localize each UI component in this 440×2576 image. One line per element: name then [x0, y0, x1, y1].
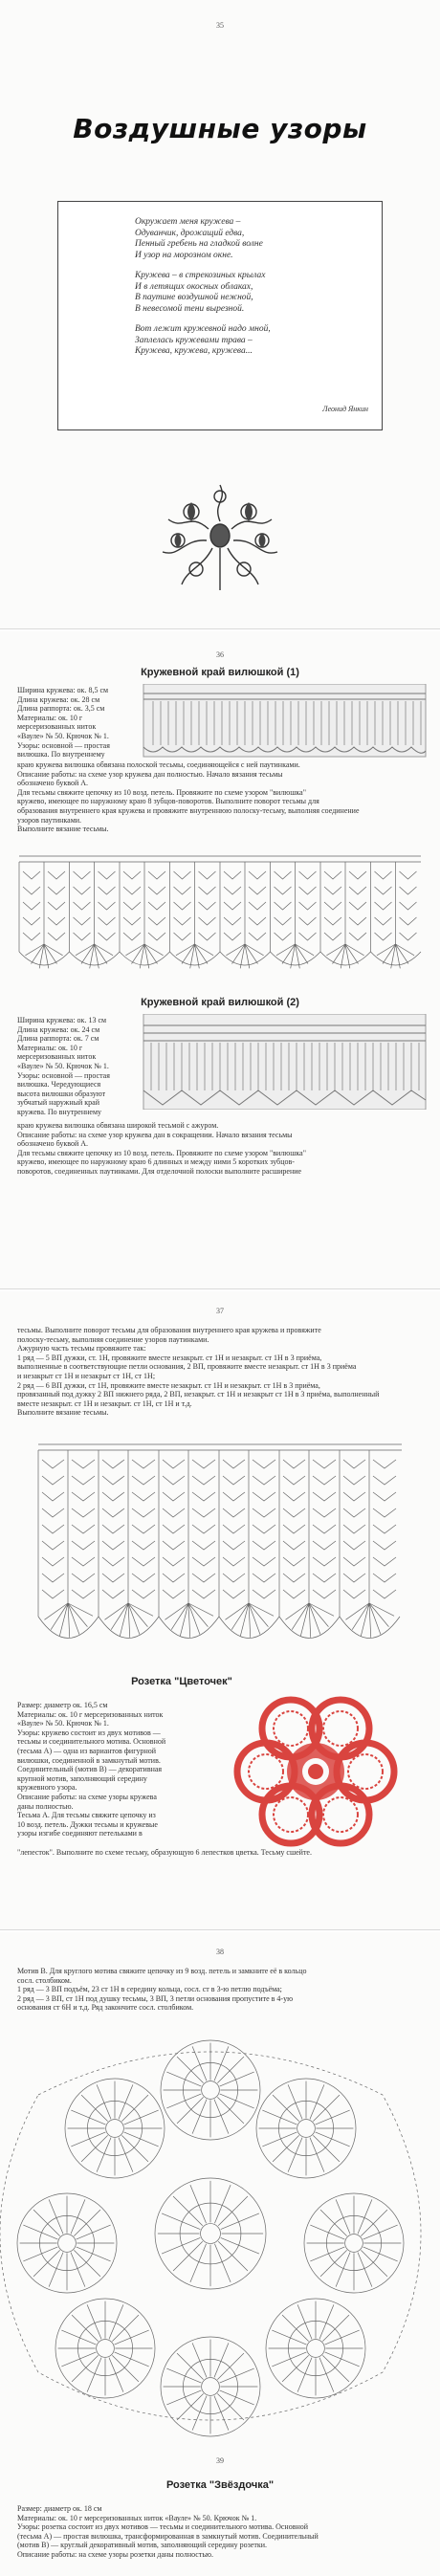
- body-line: 1 ряд — 3 ВП подъём, 23 ст 1Н в середину кольца, сосл. ст в 3-ю петлю подъёма;: [17, 1985, 282, 1994]
- spec-line: узоры изгибе соединяют петельками в: [17, 1829, 143, 1838]
- body-line: краю кружева вилюшка обвязана полоской тесьмы, соединяющейся с ней паутинками.: [17, 760, 300, 769]
- body-line: кружево, имеющее по наружному краю 8 зубцов-поворотов. Выполните поворот тесьмы для: [17, 797, 319, 806]
- page-number: 35: [216, 21, 224, 30]
- spec-line: мерсеризованных ниток: [17, 1052, 97, 1062]
- page-35: [0, 0, 440, 629]
- spec-line: Соединительный (мотив В) — декоративная: [17, 1765, 163, 1774]
- poem-line: Пенный гребень на гладкой волне: [135, 239, 263, 249]
- spec-line: Длина раппорта: ок. 7 см: [17, 1034, 99, 1044]
- body-line: Для тесьмы свяжите цепочку из 10 возд. петель. Провяжите по схеме узором "вилюшка": [17, 787, 306, 797]
- poem-line: Окружает меня кружева –: [135, 217, 241, 227]
- poem-line: И в летящих окосных облаках,: [135, 281, 253, 292]
- spec-line: Ширина кружева: ок. 13 см: [17, 1016, 107, 1024]
- spec-line: тесьмы и соединительного мотива. Основной: [17, 1737, 166, 1747]
- body-line: 2 ряд — 6 ВП дужки, ст 1Н, провяжите вместе незакрыт. ст 1Н и незакрыт. ст 1Н в 3 приёма,: [17, 1380, 320, 1390]
- body-line: вместе незакрыт. ст 1Н и незакрыт. ст 1Н, ст 1Н и т.д.: [17, 1398, 192, 1408]
- body-line: Мотив В. Для круглого мотива свяжите цепочку из 9 возд. петель и замкните её в кольцо: [17, 1967, 307, 1975]
- poem-author: Леонид Янкин: [322, 404, 368, 413]
- spec-line: даны полностью.: [17, 1801, 74, 1811]
- poem-stanza-2: [135, 271, 372, 315]
- body-line: Выполните вязание тесьмы.: [17, 825, 109, 834]
- rosette-crochet-diagram: [0, 2018, 440, 2468]
- spec-line: Размер: диаметр ок. 18 см: [17, 2504, 102, 2513]
- body-line: 1 ряд — 5 ВП дужки, ст. 1Н, провяжите вместе незакрыт. ст 1Н и незакрыт. ст 1Н в 3 приёма,: [17, 1353, 322, 1362]
- body-line: обозначено буквой А.: [17, 779, 89, 788]
- spec-line: Узоры: основной — простая: [17, 740, 110, 750]
- spec-line: кружева. По внутреннему: [17, 1107, 102, 1116]
- section-title: Кружевной край вилюшкой (1): [141, 667, 299, 678]
- rosette-flower-photo: [0, 1685, 440, 1858]
- spec-line: (тесьма А) — простая вилюшка, трансформированная в замкнутый мотив. Соединительный: [17, 2531, 319, 2541]
- spec-line: Описание работы: на схеме узоры кружева: [17, 1792, 157, 1801]
- spec-line: вилюшка. Чередующиеся: [17, 1080, 101, 1090]
- spec-line: кружевного узора.: [17, 1783, 77, 1793]
- section-title: Розетка "Звёздочка": [165, 2479, 275, 2491]
- page-number: 36: [216, 650, 224, 659]
- spec-line: Длина раппорта: ок. 3,5 см: [17, 704, 105, 714]
- spec-line: Узоры: основной — простая: [17, 1070, 110, 1080]
- poem-line: Одуванчик, дрожащий едва,: [135, 228, 245, 238]
- lace-swatch-photo: [0, 1014, 440, 1110]
- page-number: 38: [216, 1948, 224, 1956]
- spec-line: Материалы: ок. 10 г: [17, 713, 83, 722]
- page-38: [0, 1932, 440, 2576]
- poem-line: И узор на морозном окне.: [135, 250, 233, 260]
- spec-line: Длина кружева: ок. 24 см: [17, 1024, 100, 1034]
- body-line: и незакрыт ст 1Н и незакрыт ст 1Н, ст 1Н;: [17, 1371, 156, 1380]
- body-line: Выполните вязание тесьмы.: [17, 1408, 109, 1418]
- section-title: Кружевной край вилюшкой (2): [141, 997, 299, 1008]
- spec-block: [17, 2504, 429, 2560]
- spec-line: Материалы: ок. 10 г мерсеризованных ниток «Вауле» № 50. Крючок № 1.: [17, 2513, 257, 2522]
- body-line: сосл. столбиком.: [17, 1975, 72, 1985]
- spec-line: Материалы: ок. 10 г: [17, 1043, 83, 1052]
- page-number: 39: [216, 2456, 224, 2465]
- poem-stanza-1: [135, 217, 372, 261]
- spec-line: Описание работы: на схеме узоры розетки даны полностью.: [17, 2549, 213, 2559]
- crochet-diagram: [0, 1425, 440, 1664]
- lace-swatch-photo: [0, 684, 440, 760]
- instructions-block: [17, 1326, 429, 1418]
- spec-line: «Вауле» № 50. Крючок № 1.: [17, 1719, 109, 1728]
- body-line: 2 ряд — 3 ВП, ст 1Н под душку тесьмы, 3 ВП, 3 петли основания пропустите в 4-ую: [17, 1993, 294, 2003]
- spec-line: 10 возд. петель. Дужки тесьмы и кружевые: [17, 1819, 158, 1829]
- poem-stanza-3: [135, 324, 372, 358]
- spec-line: (тесьма А) — одна из вариантов фигурной: [17, 1746, 157, 1755]
- page-title: Воздушные узоры: [73, 113, 367, 144]
- body-line: основания ст 6Н и т.д. Ряд закончите сосл. столбиком.: [17, 2003, 194, 2013]
- body-line: полоску-тесьму, выполняя соединение узоров паутинками.: [17, 1334, 209, 1344]
- poem-line: В паутине воздушной нежной,: [135, 293, 253, 302]
- lace-emblem-icon: [0, 473, 440, 598]
- spec-line: вилюшка. По внутреннему: [17, 750, 105, 760]
- spec-line: крупной мотив, заполняющий середину: [17, 1773, 147, 1783]
- body-line: поворотов, соединенных паутинками. Для отделочной полоски выполните расширение: [17, 1166, 302, 1176]
- spec-line: «Вауле» № 50. Крючок № 1.: [17, 1061, 109, 1070]
- instructions-block: [17, 760, 429, 834]
- spec-line: Ширина кружева: ок. 8,5 см: [17, 686, 109, 694]
- spec-line: Узоры: розетка состоит из двух мотивов — тесьмы и соединительного мотива. Основной: [17, 2522, 309, 2532]
- section-title: Розетка "Цветочек": [131, 1676, 232, 1687]
- spec-line: Длина кружева: ок. 28 см: [17, 694, 100, 704]
- poem-line: Заплелась кружевами трава –: [135, 335, 253, 345]
- body-line: провязанный под дужку 2 ВП нижнего ряда, 2 ВП, незакрыт. ст 1Н и незакрыт ст 1Н в 3 приёма, выполненный: [17, 1390, 380, 1399]
- instructions-block: [17, 1967, 429, 2013]
- body-line: тесьмы. Выполните поворот тесьмы для образования внутреннего края кружева и провяжите: [17, 1326, 321, 1334]
- body-line: Для тесьмы свяжите цепочку из 10 возд. петель. Провяжите по схеме узором "вилюшка": [17, 1148, 306, 1157]
- poem-line: Кружева – в стрекозиных крылах: [135, 271, 266, 280]
- spec-line: мерсеризованных ниток: [17, 722, 97, 732]
- body-line: обозначено буквой А.: [17, 1139, 89, 1149]
- page-37: [0, 1291, 440, 1930]
- body-line: выполненные в соответствующие петли основания, 2 ВП, провяжите вместе незакрыт. ст 1Н в 3 приёма: [17, 1362, 357, 1372]
- body-line: краю кружева вилюшка обвязана широкой тесьмой с ажуром.: [17, 1121, 219, 1130]
- poem-line: В невесомой тени вырезной.: [135, 303, 245, 314]
- poem-box: [57, 201, 383, 430]
- spec-line: Размер: диаметр ок. 16,5 см: [17, 1701, 108, 1709]
- spec-line: зубчатый наружный край: [17, 1098, 99, 1108]
- page-36: [0, 631, 440, 1289]
- body-line: "лепесток". Выполните по схеме тесьму, образующую 6 лепестков цветка. Тесьму сшейте.: [17, 1848, 312, 1857]
- crochet-diagram: [0, 837, 440, 980]
- body-line: Ажурную часть тесьмы провяжите так:: [17, 1344, 146, 1354]
- spec-line: Узоры: кружево состоит из двух мотивов —: [17, 1728, 161, 1737]
- spec-line: Материалы: ок. 10 г мерсеризованных ниток: [17, 1709, 164, 1719]
- body-line: узоров паутинками.: [17, 815, 82, 825]
- poem-line: Вот лежит кружевной надо мной,: [135, 324, 271, 334]
- spec-line: Тесьма А. Для тесьмы свяжите цепочку из: [17, 1811, 156, 1820]
- poem-line: Кружева, кружева, кружева...: [135, 346, 253, 356]
- body-line: Описание работы: на схеме узор кружева дан полностью. Начало вязания тесьмы: [17, 769, 283, 779]
- page-number: 37: [216, 1307, 224, 1315]
- spec-line: вилюшки, соединенной в замкнутый мотив.: [17, 1755, 161, 1765]
- body-line: образования внутреннего края кружева и провяжите внутреннюю полоску-тесьму, выполняя соединение: [17, 805, 360, 815]
- spec-line: (мотив В) — круглый декоративный мотив, заполняющий середину розетки.: [17, 2541, 268, 2550]
- instructions-block: [17, 1121, 429, 1177]
- spec-line: «Вауле» № 50. Крючок № 1.: [17, 731, 109, 740]
- body-line: Описание работы: на схеме узор кружева дан в сокращении. Начало вязания тесьмы: [17, 1130, 293, 1139]
- body-line: кружево, имеющее по наружному краю 6 длинных и между ними 5 коротких зубцов-: [17, 1157, 295, 1167]
- spec-line: высота вилюшки образуют: [17, 1089, 106, 1098]
